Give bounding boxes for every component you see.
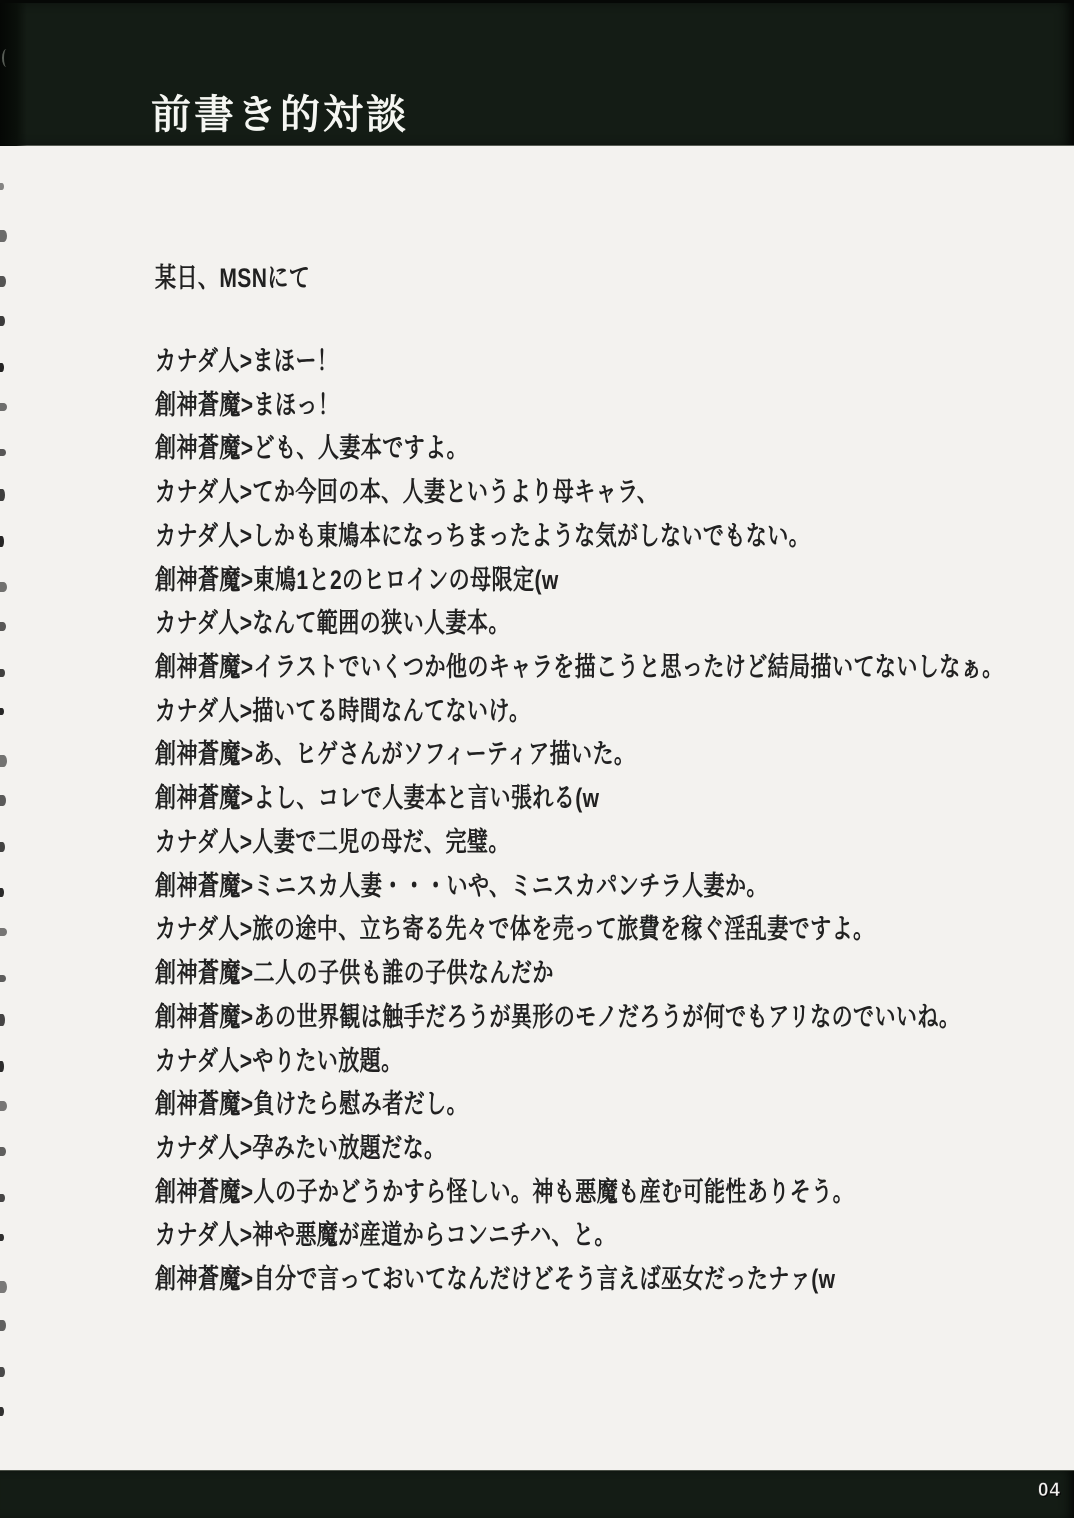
dialogue-line: 創神蒼魔>人の子かどうかすら怪しい。神も悪魔も産む可能性ありそう。 <box>155 1176 855 1207</box>
intro-line: 某日、MSNにて <box>155 263 311 293</box>
dialogue-line: カナダ人>人妻で二児の母だ、完璧。 <box>155 826 510 857</box>
binding-mark <box>0 1194 5 1202</box>
binding-mark <box>0 536 4 547</box>
dialogue-line: 創神蒼魔>イラストでいくつか他のキャラを描こうと思ったけど結局描いてないしなぁ。 <box>155 652 1004 683</box>
binding-mark <box>0 975 6 982</box>
page-number: 04 <box>1037 1480 1061 1501</box>
binding-mark <box>0 755 7 767</box>
binding-mark <box>0 842 5 852</box>
binding-mark <box>0 230 7 242</box>
binding-mark <box>0 888 4 897</box>
binding-mark <box>0 795 6 806</box>
dialogue-line: カナダ人>神や悪魔が産道からコンニチハ、と。 <box>155 1220 616 1251</box>
dialogue-line: 創神蒼魔>自分で言っておいてなんだけどそう言えば巫女だったナァ(w <box>155 1264 836 1295</box>
binding-mark <box>0 1147 6 1156</box>
binding-mark <box>0 708 4 715</box>
binding-mark <box>0 1407 4 1416</box>
binding-mark <box>0 1281 7 1293</box>
binding-mark <box>0 1014 5 1026</box>
binding-mark <box>0 449 6 456</box>
footer-band <box>0 1470 1074 1518</box>
dialogue-line: カナダ人>なんて範囲の狭い人妻本。 <box>155 608 510 639</box>
dialogue-line: 創神蒼魔>東鳩1と2のヒロインの母限定(w <box>155 564 559 595</box>
paper <box>0 146 1074 1470</box>
binding-marks <box>0 146 12 1470</box>
binding-mark <box>0 1101 7 1111</box>
binding-mark <box>0 1061 4 1072</box>
binding-mark <box>0 489 5 501</box>
binding-mark <box>0 582 7 592</box>
binding-mark <box>0 1367 5 1377</box>
binding-mark <box>0 316 5 326</box>
dialogue-line: 創神蒼魔>あの世界観は触手だろうが異形のモノだろうが何でもアリなのでいいね。 <box>155 1001 961 1032</box>
binding-mark <box>0 669 5 677</box>
dialogue-line: 創神蒼魔>負けたら慰み者だし。 <box>155 1089 468 1120</box>
dialogue-line: 創神蒼魔>よし、コレで人妻本と言い張れる(w <box>155 783 600 814</box>
dialogue-lines <box>155 340 1074 1302</box>
dialogue-line: カナダ人>描いてる時間なんてないけ。 <box>155 695 531 726</box>
page-title: 前書き的対談 <box>151 93 409 137</box>
binding-mark <box>0 403 7 411</box>
spine-shadow <box>0 3 27 149</box>
dialogue-line: カナダ人>てか今回の本、人妻というより母キャラ、 <box>155 477 659 508</box>
dialogue-line: 創神蒼魔>まほっ！ <box>155 389 340 420</box>
dialogue-line: カナダ人>まほー！ <box>155 346 339 376</box>
dialogue-line: カナダ人>孕みたい放題だな。 <box>155 1132 446 1163</box>
binding-mark <box>0 1320 6 1331</box>
binding-mark <box>0 276 6 287</box>
binding-mark <box>0 622 6 631</box>
dialogue-line: 創神蒼魔>あ、ヒゲさんがソフィーティア描いた。 <box>155 739 636 770</box>
dialogue-line: 創神蒼魔>ミニスカ人妻・・・いや、ミニスカパンチラ人妻か。 <box>155 870 768 901</box>
binding-mark <box>0 363 4 372</box>
binding-mark <box>0 928 7 936</box>
dialogue-line: カナダ人>しかも東鳩本になっちまったような気がしないでもない。 <box>155 520 811 551</box>
spine-curl-mark <box>2 49 11 67</box>
dialogue-line: 創神蒼魔>ども、人妻本ですよ。 <box>155 433 468 464</box>
dialogue-line: 創神蒼魔>二人の子供も誰の子供なんだか <box>155 958 554 989</box>
binding-mark <box>0 1234 4 1241</box>
dialogue-line: カナダ人>やりたい放題。 <box>155 1045 403 1076</box>
header-band <box>0 0 1074 146</box>
dialogue-line: カナダ人>旅の途中、立ち寄る先々で体を売って旅費を稼ぐ淫乱妻ですよ。 <box>155 914 875 945</box>
binding-mark <box>0 183 4 190</box>
